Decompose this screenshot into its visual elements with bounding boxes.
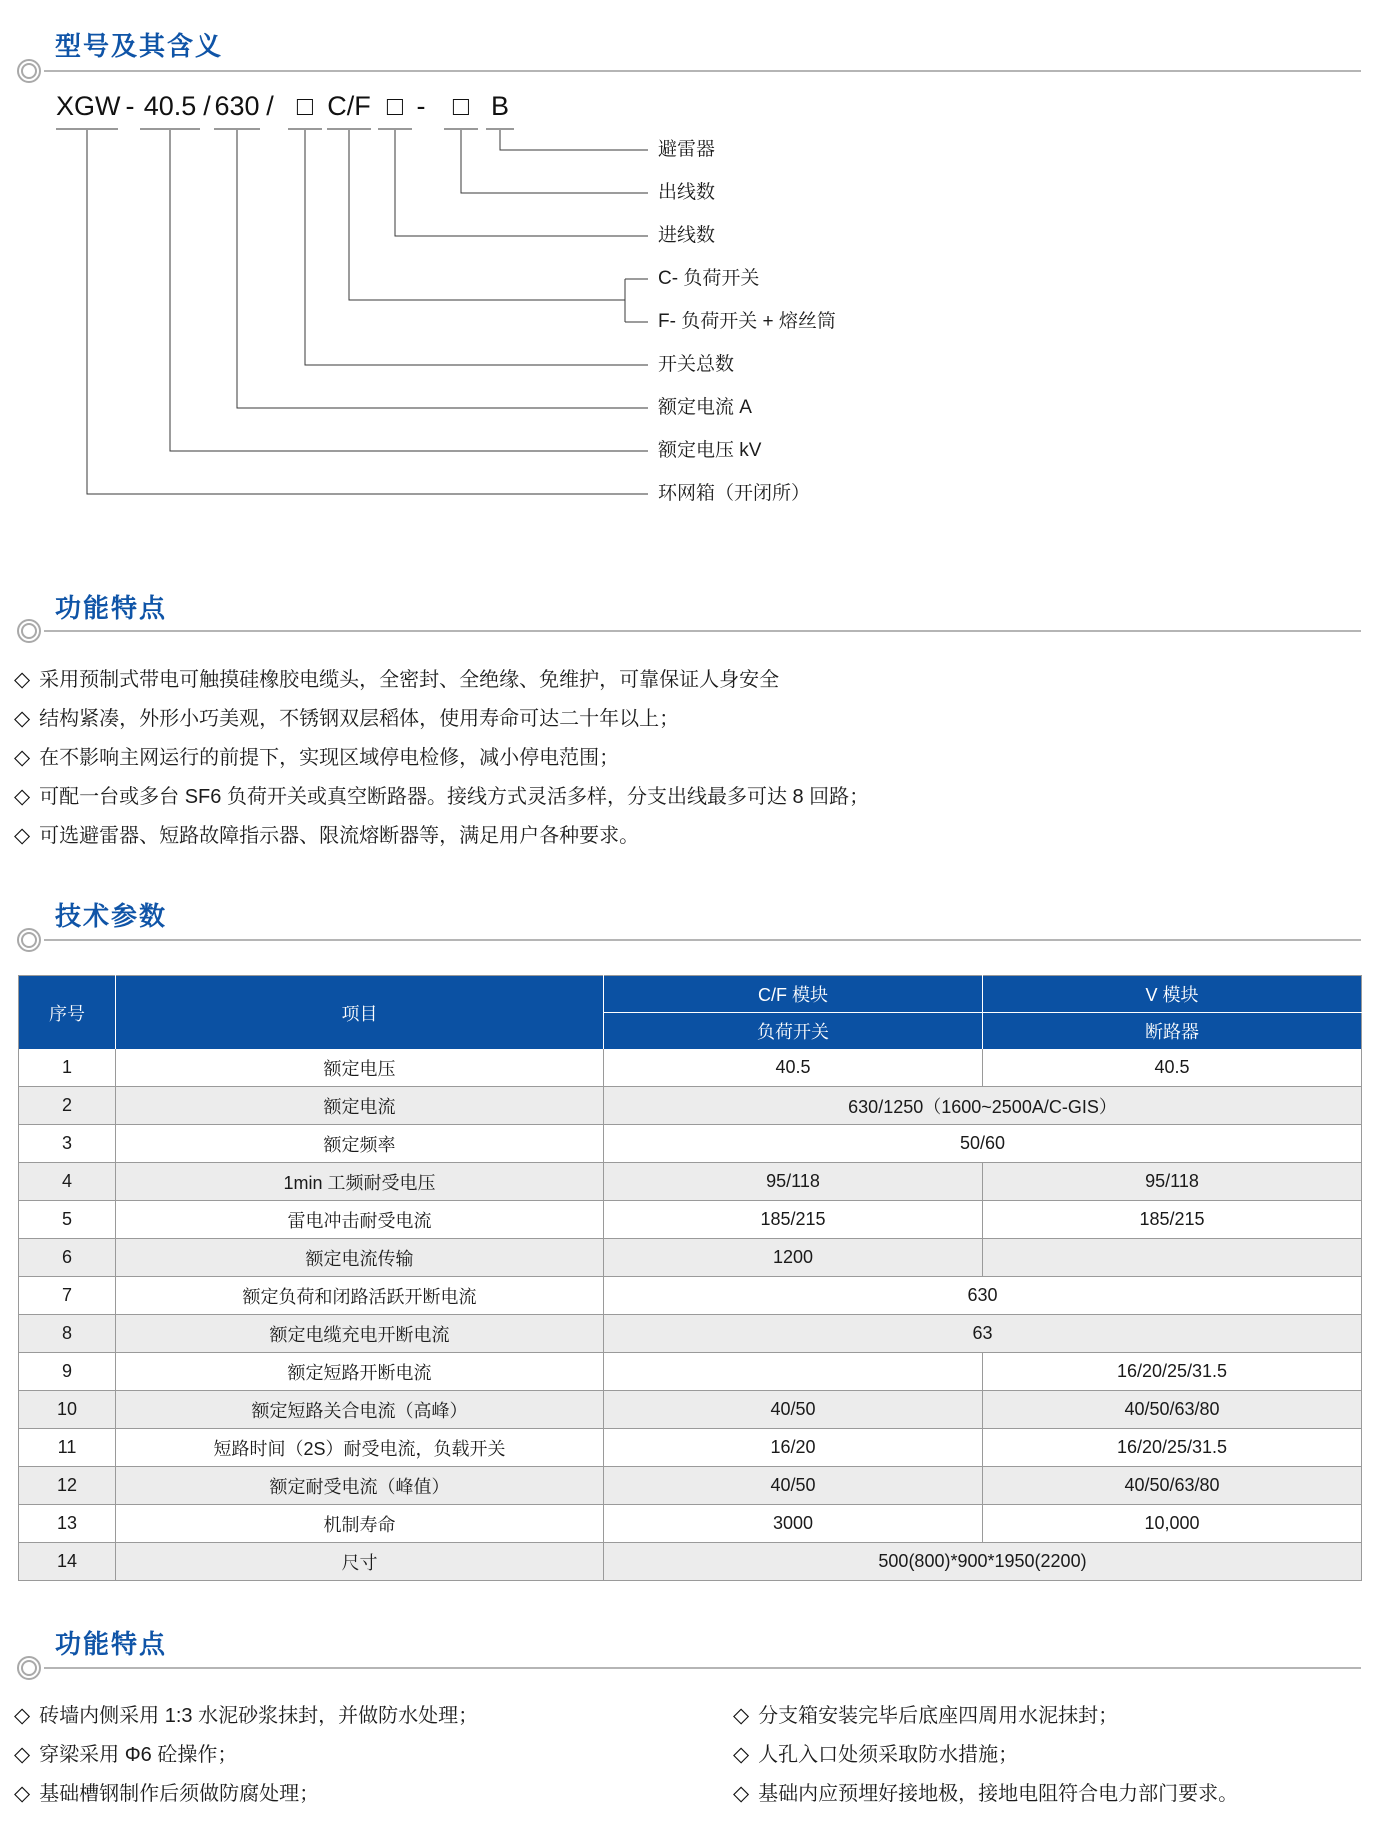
- model-label: 环网箱（开闭所）: [658, 483, 811, 504]
- model-token-separator: /: [266, 91, 274, 121]
- diamond-bullet-icon: ◇: [14, 1743, 31, 1766]
- list-item: [14, 746, 869, 770]
- table-row: [19, 1353, 1362, 1391]
- cell-no: 4: [19, 1163, 116, 1201]
- feature-text: 分支箱安装完毕后底座四周用水泥抹封；: [758, 1705, 1119, 1727]
- cell-cf: 1200: [604, 1239, 983, 1277]
- feature-text: 基础槽钢制作后须做防腐处理；: [39, 1783, 320, 1805]
- table-row: [19, 1429, 1362, 1467]
- section-ring-icon: [17, 928, 41, 952]
- table-row: [19, 1277, 1362, 1315]
- diamond-bullet-icon: ◇: [14, 746, 31, 769]
- cell-item: 额定频率: [116, 1125, 604, 1163]
- diamond-bullet-icon: ◇: [733, 1782, 750, 1805]
- feature-text: 采用预制式带电可触摸硅橡胶电缆头，全密封、全绝缘、免维护，可靠保证人身安全: [39, 669, 780, 691]
- cell-cf: 185/215: [604, 1201, 983, 1239]
- list-item: [733, 1782, 1238, 1806]
- table-row: [19, 1239, 1362, 1277]
- model-label: 进线数: [658, 225, 716, 246]
- table-row: [19, 1315, 1362, 1353]
- cell-cf: 40/50: [604, 1467, 983, 1505]
- table-row: [19, 1505, 1362, 1543]
- list-item: [14, 1704, 478, 1728]
- cell-item: 1min 工频耐受电压: [116, 1163, 604, 1201]
- cell-item: 机制寿命: [116, 1505, 604, 1543]
- diamond-bullet-icon: ◇: [14, 785, 31, 808]
- diamond-bullet-icon: ◇: [14, 1782, 31, 1805]
- list-item: [14, 1782, 478, 1806]
- cell-cf: 3000: [604, 1505, 983, 1543]
- feature-text: 砖墙内侧采用 1:3 水泥砂浆抹封，并做防水处理；: [39, 1705, 479, 1727]
- table-row: [19, 1125, 1362, 1163]
- cell-no: 2: [19, 1087, 116, 1125]
- cell-span: 500(800)*900*1950(2200): [604, 1543, 1362, 1581]
- diamond-bullet-icon: ◇: [14, 707, 31, 730]
- cell-no: 1: [19, 1049, 116, 1087]
- section-rule: [44, 70, 1361, 72]
- parameters-table: [18, 975, 1362, 1581]
- diamond-bullet-icon: ◇: [733, 1743, 750, 1766]
- section-rule: [44, 1667, 1361, 1669]
- model-token-box: □: [444, 88, 478, 130]
- list-item: [733, 1704, 1238, 1728]
- cell-item: 额定电压: [116, 1049, 604, 1087]
- features2-left-list: [14, 1704, 478, 1806]
- cell-span: 630/1250（1600~2500A/C-GIS）: [604, 1087, 1362, 1125]
- model-token-separator: -: [416, 91, 426, 121]
- model-label: 额定电流 A: [658, 397, 752, 418]
- model-label: 避雷器: [658, 139, 716, 160]
- model-label: 出线数: [658, 182, 716, 203]
- feature-text: 可配一台或多台 SF6 负荷开关或真空断路器。接线方式灵活多样，分支出线最多可达 8 回路；: [39, 786, 870, 808]
- feature-text: 穿梁采用 Φ6 砼操作；: [39, 1744, 238, 1766]
- features2-right-list: [733, 1704, 1238, 1806]
- diamond-bullet-icon: ◇: [733, 1704, 750, 1727]
- section-title-features1: 功能特点: [55, 593, 168, 623]
- model-token-separator: /: [203, 91, 211, 121]
- features1-list: [14, 668, 869, 848]
- table-row: [19, 1391, 1362, 1429]
- feature-text: 人孔入口处须采取防水措施；: [758, 1744, 1019, 1766]
- cell-cf: 40/50: [604, 1391, 983, 1429]
- feature-text: 在不影响主网运行的前提下，实现区域停电检修，减小停电范围；: [39, 747, 620, 769]
- table-row: [19, 1201, 1362, 1239]
- cell-no: 9: [19, 1353, 116, 1391]
- model-token: XGW: [56, 88, 118, 130]
- list-item: [14, 707, 869, 731]
- model-label: 开关总数: [658, 354, 735, 375]
- table-row: [19, 1049, 1362, 1087]
- col-header-v-module: V 模块: [983, 976, 1362, 1013]
- cell-no: 5: [19, 1201, 116, 1239]
- col-header-v-sub: 断路器: [983, 1013, 1362, 1050]
- list-item: [14, 1743, 478, 1767]
- table-row: [19, 1163, 1362, 1201]
- list-item: [14, 785, 869, 809]
- cell-no: 13: [19, 1505, 116, 1543]
- model-label: F- 负荷开关 + 熔丝筒: [658, 311, 836, 332]
- cell-v: 40/50/63/80: [983, 1467, 1362, 1505]
- table-row: [19, 1467, 1362, 1505]
- feature-text: 可选避雷器、短路故障指示器、限流熔断器等，满足用户各种要求。: [39, 825, 640, 847]
- model-token-separator: -: [125, 91, 135, 121]
- section-rule: [44, 630, 1361, 632]
- cell-item: 额定电流传输: [116, 1239, 604, 1277]
- model-label: 额定电压 kV: [658, 440, 762, 461]
- cell-span: 63: [604, 1315, 1362, 1353]
- cell-cf: 95/118: [604, 1163, 983, 1201]
- feature-text: 结构紧凑，外形小巧美观，不锈钢双层稻体，使用寿命可达二十年以上；: [39, 708, 680, 730]
- section-title-features2: 功能特点: [55, 1629, 168, 1659]
- model-meaning-diagram: [0, 88, 1373, 568]
- col-header-cf-sub: 负荷开关: [604, 1013, 983, 1050]
- cell-span: 630: [604, 1277, 1362, 1315]
- cell-v: 16/20/25/31.5: [983, 1429, 1362, 1467]
- list-item: [14, 824, 869, 848]
- cell-no: 12: [19, 1467, 116, 1505]
- section-ring-icon: [17, 619, 41, 643]
- model-token: 630: [214, 88, 260, 130]
- cell-item: 额定电缆充电开断电流: [116, 1315, 604, 1353]
- model-label: C- 负荷开关: [658, 268, 760, 289]
- cell-no: 11: [19, 1429, 116, 1467]
- cell-v: 40.5: [983, 1049, 1362, 1087]
- diamond-bullet-icon: ◇: [14, 824, 31, 847]
- col-header-cf-module: C/F 模块: [604, 976, 983, 1013]
- cell-v: 40/50/63/80: [983, 1391, 1362, 1429]
- cell-cf: [604, 1353, 983, 1391]
- section-title-params: 技术参数: [55, 901, 168, 931]
- section-rule: [44, 939, 1361, 941]
- cell-item: 短路时间（2S）耐受电流，负载开关: [116, 1429, 604, 1467]
- cell-span: 50/60: [604, 1125, 1362, 1163]
- diamond-bullet-icon: ◇: [14, 668, 31, 691]
- diamond-bullet-icon: ◇: [14, 1704, 31, 1727]
- cell-no: 10: [19, 1391, 116, 1429]
- cell-item: 尺寸: [116, 1543, 604, 1581]
- cell-item: 雷电冲击耐受电流: [116, 1201, 604, 1239]
- table-row: [19, 1087, 1362, 1125]
- cell-v: 185/215: [983, 1201, 1362, 1239]
- cell-no: 6: [19, 1239, 116, 1277]
- model-token: B: [486, 88, 514, 130]
- section-ring-icon: [17, 59, 41, 83]
- cell-no: 3: [19, 1125, 116, 1163]
- cell-item: 额定负荷和闭路活跃开断电流: [116, 1277, 604, 1315]
- cell-cf: 40.5: [604, 1049, 983, 1087]
- cell-item: 额定电流: [116, 1087, 604, 1125]
- cell-cf: 16/20: [604, 1429, 983, 1467]
- cell-no: 8: [19, 1315, 116, 1353]
- cell-v: [983, 1239, 1362, 1277]
- cell-item: 额定耐受电流（峰值）: [116, 1467, 604, 1505]
- cell-no: 7: [19, 1277, 116, 1315]
- list-item: [14, 668, 869, 692]
- table-header-row: [19, 976, 1362, 1013]
- model-token: 40.5: [140, 88, 200, 130]
- cell-v: 10,000: [983, 1505, 1362, 1543]
- section-title-model: 型号及其含义: [55, 31, 224, 61]
- cell-v: 16/20/25/31.5: [983, 1353, 1362, 1391]
- table-row: [19, 1543, 1362, 1581]
- col-header-no: 序号: [19, 976, 116, 1050]
- col-header-item: 项目: [116, 976, 604, 1050]
- section-ring-icon: [17, 1656, 41, 1680]
- cell-item: 额定短路关合电流（高峰）: [116, 1391, 604, 1429]
- cell-v: 95/118: [983, 1163, 1362, 1201]
- cell-no: 14: [19, 1543, 116, 1581]
- feature-text: 基础内应预埋好接地极，接地电阻符合电力部门要求。: [758, 1783, 1239, 1805]
- list-item: [733, 1743, 1238, 1767]
- cell-item: 额定短路开断电流: [116, 1353, 604, 1391]
- model-token: C/F: [327, 88, 371, 130]
- model-token-box: □: [288, 88, 322, 130]
- model-token-box: □: [378, 88, 412, 130]
